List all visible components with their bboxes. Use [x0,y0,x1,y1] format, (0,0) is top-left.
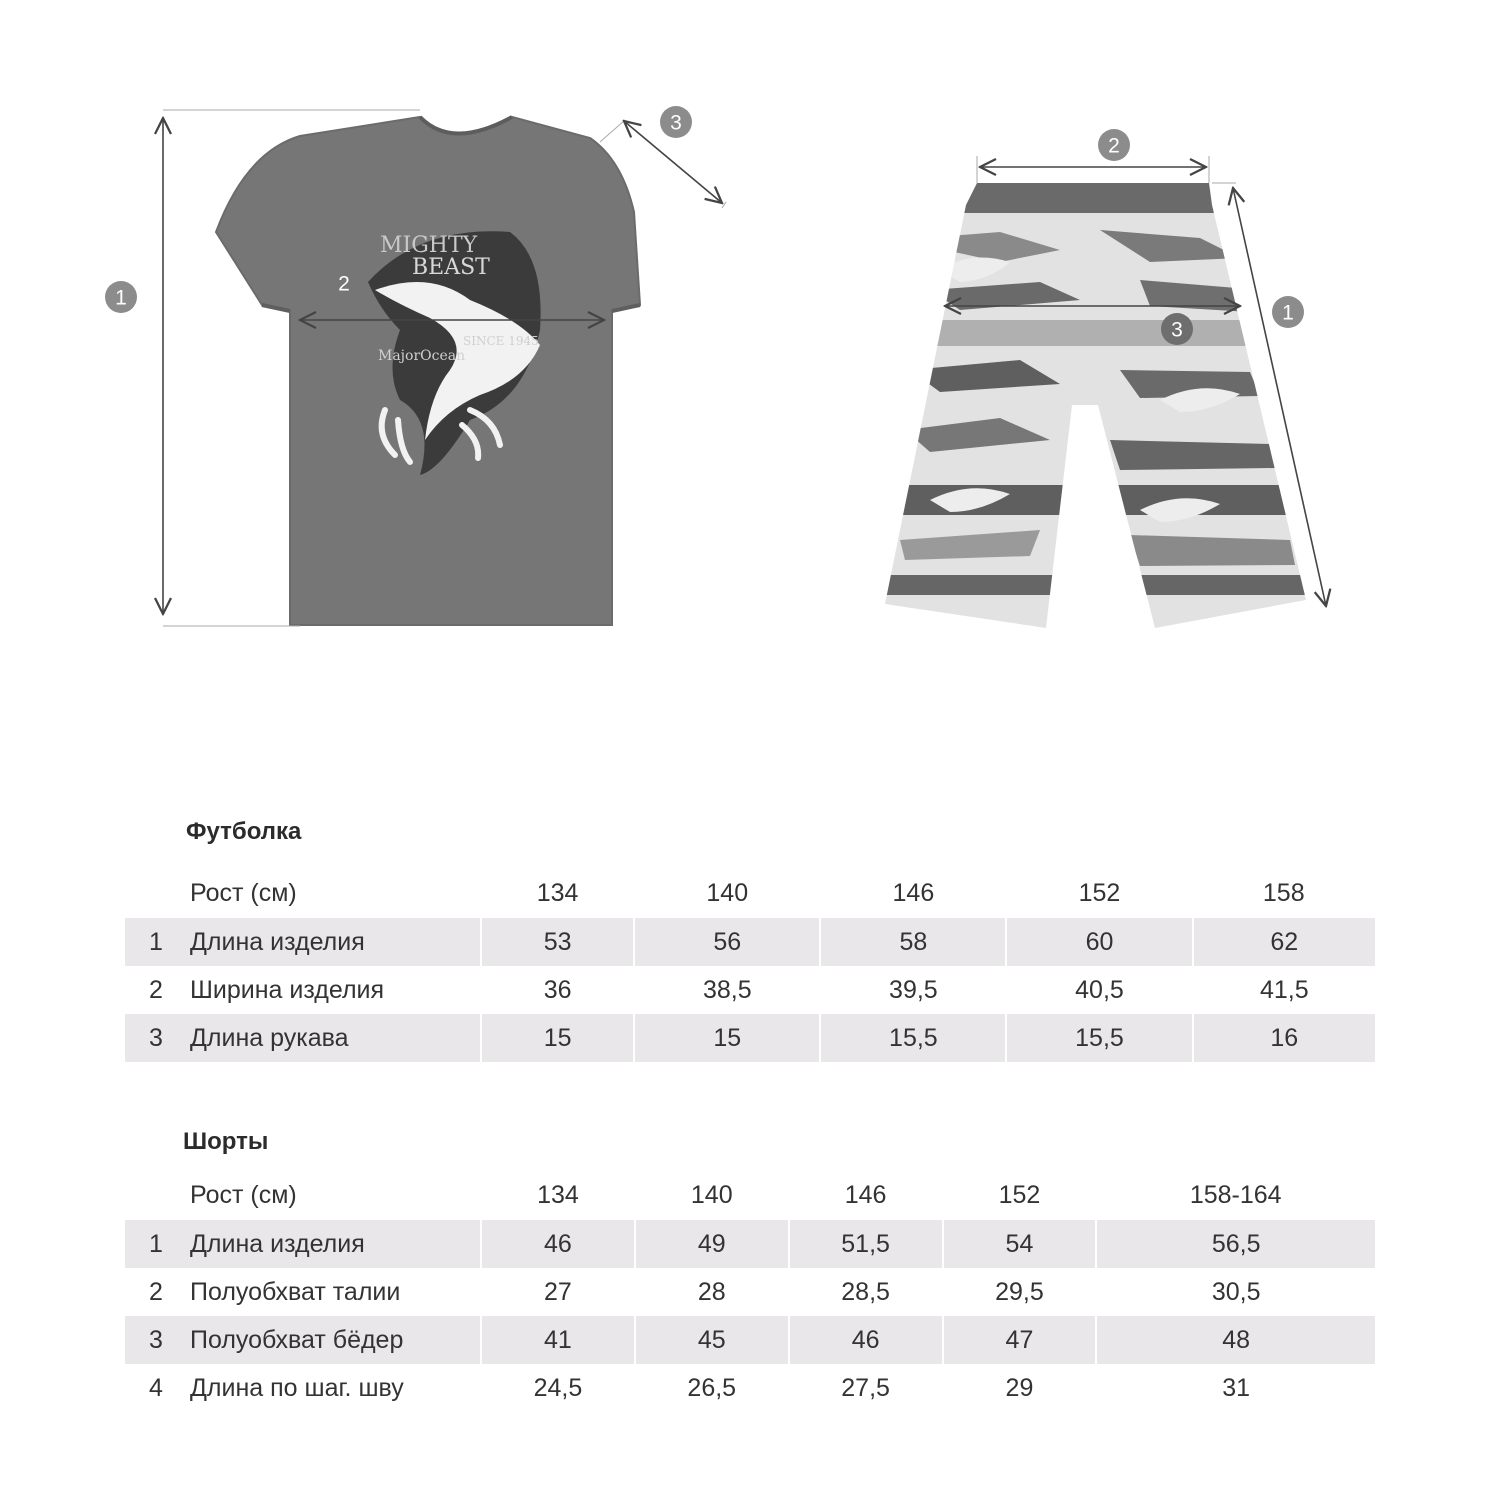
tshirt-marker-3 [660,106,692,138]
tshirt-table-title: Футболка [186,818,302,845]
value-cell: 41 [481,1316,635,1364]
value-cell: 56 [634,918,820,966]
value-cell: 15 [634,1014,820,1062]
svg-text:3: 3 [670,111,682,135]
value-cell: 29,5 [943,1268,1097,1316]
size-cell: 152 [998,1180,1041,1209]
svg-text:2: 2 [338,272,350,296]
row-name: Длина изделия [187,1220,481,1268]
header-label: Рост (см) [190,1180,297,1209]
size-cell: 134 [536,878,579,907]
row-number: 2 [149,975,163,1004]
shorts-marker-3 [1161,313,1193,345]
value-cell: 26,5 [635,1364,789,1412]
value-cell: 28,5 [789,1268,943,1316]
size-cell: 158-164 [1189,1180,1282,1209]
value-cell: 41,5 [1193,966,1375,1014]
header-label: Рост (см) [190,878,297,907]
header-num-cell [125,1170,187,1220]
table-row [125,1364,1375,1412]
shorts-illustration [880,183,1310,628]
size-cell: 140 [690,1180,733,1209]
row-number: 3 [125,1014,187,1062]
value-cell: 39,5 [820,966,1006,1014]
row-number: 3 [125,1316,187,1364]
table-row [125,1316,1375,1364]
tshirt-illustration [216,117,640,625]
tshirt-size-table [125,868,1375,1062]
shorts-marker-1 [1272,296,1304,328]
row-number: 4 [149,1373,163,1402]
size-cell: 140 [706,878,749,907]
print-text-beast: BEAST [412,255,490,280]
value-cell: 58 [820,918,1006,966]
row-name: Ширина изделия [190,975,385,1004]
value-cell: 27 [481,1268,635,1316]
value-cell: 16 [1193,1014,1375,1062]
table-row [125,966,1375,1014]
value-cell: 28 [635,1268,789,1316]
value-cell: 47 [943,1316,1097,1364]
table-row [125,1220,1375,1268]
svg-text:3: 3 [1171,318,1183,342]
value-cell: 15,5 [1006,1014,1192,1062]
svg-text:2: 2 [1108,134,1120,158]
value-cell: 29 [943,1364,1097,1412]
svg-text:1: 1 [115,286,127,310]
size-cell: 158 [1262,878,1305,907]
table-row [125,918,1375,966]
print-text-ocean: MajorOcean [378,348,466,364]
value-cell: 15,5 [820,1014,1006,1062]
header-num-cell [125,868,187,918]
tshirt-marker-1 [105,281,137,313]
value-cell: 62 [1193,918,1375,966]
size-cell: 146 [844,1180,887,1209]
value-cell: 24,5 [481,1364,635,1412]
tshirt-table-header-row [125,868,1375,918]
shorts-table-title: Шорты [183,1128,269,1155]
row-number: 1 [125,918,187,966]
row-number: 1 [125,1220,187,1268]
tshirt-marker-2 [328,267,360,299]
value-cell: 27,5 [789,1364,943,1412]
shorts-size-table [125,1170,1375,1412]
table-row [125,1268,1375,1316]
value-cell: 15 [481,1014,634,1062]
shorts-marker-2 [1098,129,1130,161]
size-cell: 152 [1078,878,1121,907]
value-cell: 31 [1096,1364,1375,1412]
svg-text:1: 1 [1282,301,1294,325]
size-cell: 134 [537,1180,579,1209]
measurement-diagram [0,0,1500,720]
shorts-table-header-row [125,1170,1375,1220]
value-cell: 56,5 [1096,1220,1375,1268]
value-cell: 48 [1096,1316,1375,1364]
row-number: 2 [149,1277,163,1306]
print-text-mighty: MIGHTY [380,233,478,258]
value-cell: 40,5 [1006,966,1192,1014]
row-name: Полуобхват талии [190,1277,401,1306]
value-cell: 46 [789,1316,943,1364]
value-cell: 38,5 [634,966,820,1014]
value-cell: 36 [481,966,634,1014]
table-row [125,1014,1375,1062]
row-name: Полуобхват бёдер [187,1316,481,1364]
value-cell: 46 [481,1220,635,1268]
row-name: Длина рукава [187,1014,481,1062]
value-cell: 49 [635,1220,789,1268]
value-cell: 51,5 [789,1220,943,1268]
size-cell: 146 [892,878,935,907]
print-text-since: SINCE 1945 [463,334,539,348]
value-cell: 45 [635,1316,789,1364]
value-cell: 60 [1006,918,1192,966]
value-cell: 53 [481,918,634,966]
value-cell: 54 [943,1220,1097,1268]
row-name: Длина изделия [187,918,481,966]
row-name: Длина по шаг. шву [190,1373,404,1402]
value-cell: 30,5 [1096,1268,1375,1316]
